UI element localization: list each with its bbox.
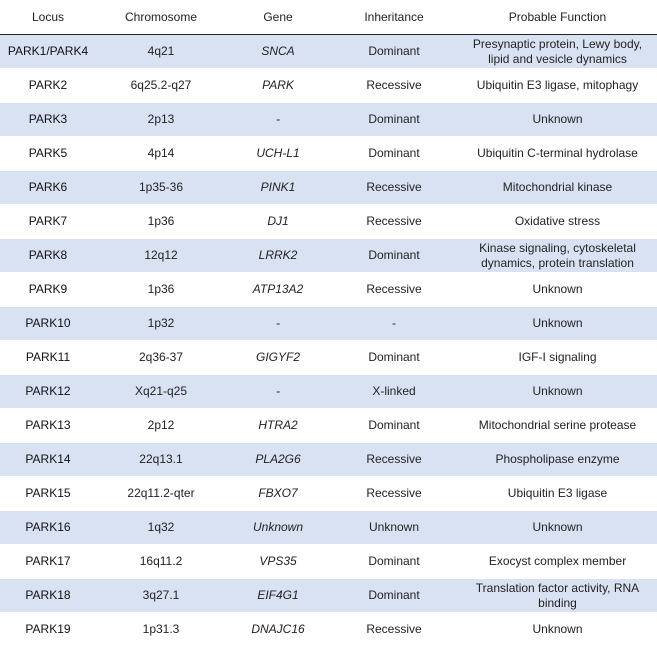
cell-function: Unknown xyxy=(458,613,657,647)
cell-inheritance: Recessive xyxy=(330,613,458,647)
cell-function: Kinase signaling, cytoskeletal dynamics, protein translation xyxy=(458,239,657,273)
cell-gene: PARK xyxy=(226,69,330,103)
cell-chromosome: 4q21 xyxy=(96,35,226,69)
cell-function: Ubiquitin E3 ligase xyxy=(458,477,657,511)
cell-inheritance: Dominant xyxy=(330,341,458,375)
cell-function: IGF-I signaling xyxy=(458,341,657,375)
table-row xyxy=(0,205,657,239)
table-row xyxy=(0,273,657,307)
table-row xyxy=(0,443,657,477)
cell-locus: PARK6 xyxy=(0,171,96,205)
cell-chromosome: 22q13.1 xyxy=(96,443,226,477)
cell-gene: ATP13A2 xyxy=(226,273,330,307)
cell-locus: PARK7 xyxy=(0,205,96,239)
cell-locus: PARK17 xyxy=(0,545,96,579)
cell-chromosome: 3q27.1 xyxy=(96,579,226,613)
cell-locus: PARK18 xyxy=(0,579,96,613)
cell-function: Ubiquitin C-terminal hydrolase xyxy=(458,137,657,171)
cell-inheritance: Recessive xyxy=(330,477,458,511)
cell-inheritance: Dominant xyxy=(330,35,458,69)
cell-locus: PARK12 xyxy=(0,375,96,409)
cell-chromosome: 2p13 xyxy=(96,103,226,137)
cell-locus: PARK9 xyxy=(0,273,96,307)
cell-inheritance: Dominant xyxy=(330,239,458,273)
cell-function: Unknown xyxy=(458,307,657,341)
cell-gene: HTRA2 xyxy=(226,409,330,443)
cell-gene: PINK1 xyxy=(226,171,330,205)
table-row xyxy=(0,171,657,205)
cell-chromosome: 2p12 xyxy=(96,409,226,443)
cell-chromosome: 12q12 xyxy=(96,239,226,273)
table-row xyxy=(0,341,657,375)
cell-gene: DJ1 xyxy=(226,205,330,239)
cell-chromosome: 1q32 xyxy=(96,511,226,545)
cell-inheritance: Dominant xyxy=(330,137,458,171)
cell-function: Exocyst complex member xyxy=(458,545,657,579)
cell-locus: PARK11 xyxy=(0,341,96,375)
table-body xyxy=(0,35,657,647)
cell-function: Oxidative stress xyxy=(458,205,657,239)
cell-function: Mitochondrial kinase xyxy=(458,171,657,205)
header-inheritance: Inheritance xyxy=(330,0,458,35)
cell-inheritance: Unknown xyxy=(330,511,458,545)
cell-gene: LRRK2 xyxy=(226,239,330,273)
cell-gene: Unknown xyxy=(226,511,330,545)
cell-function: Ubiquitin E3 ligase, mitophagy xyxy=(458,69,657,103)
cell-chromosome: 1p35-36 xyxy=(96,171,226,205)
cell-locus: PARK5 xyxy=(0,137,96,171)
cell-gene: DNAJC16 xyxy=(226,613,330,647)
cell-chromosome: 22q11.2-qter xyxy=(96,477,226,511)
cell-inheritance: Dominant xyxy=(330,103,458,137)
cell-function: Unknown xyxy=(458,273,657,307)
table-row xyxy=(0,375,657,409)
cell-gene: UCH-L1 xyxy=(226,137,330,171)
cell-locus: PARK2 xyxy=(0,69,96,103)
cell-chromosome: 4p14 xyxy=(96,137,226,171)
cell-function: Phospholipase enzyme xyxy=(458,443,657,477)
cell-locus: PARK13 xyxy=(0,409,96,443)
table-row xyxy=(0,477,657,511)
cell-gene: GIGYF2 xyxy=(226,341,330,375)
table-row xyxy=(0,511,657,545)
cell-inheritance: Recessive xyxy=(330,205,458,239)
cell-inheritance: Recessive xyxy=(330,443,458,477)
cell-inheritance: Recessive xyxy=(330,69,458,103)
cell-locus: PARK19 xyxy=(0,613,96,647)
table-row xyxy=(0,103,657,137)
header-probable-function: Probable Function xyxy=(458,0,657,35)
cell-locus: PARK15 xyxy=(0,477,96,511)
cell-locus: PARK1/PARK4 xyxy=(0,35,96,69)
cell-chromosome: 2q36-37 xyxy=(96,341,226,375)
cell-locus: PARK16 xyxy=(0,511,96,545)
table-row xyxy=(0,545,657,579)
cell-chromosome: 6q25.2-q27 xyxy=(96,69,226,103)
cell-function: Unknown xyxy=(458,511,657,545)
table-header xyxy=(0,0,657,35)
cell-inheritance: X-linked xyxy=(330,375,458,409)
cell-function: Presynaptic protein, Lewy body, lipid and vesicle dynamics xyxy=(458,35,657,69)
cell-gene: SNCA xyxy=(226,35,330,69)
header-gene: Gene xyxy=(226,0,330,35)
cell-locus: PARK3 xyxy=(0,103,96,137)
cell-locus: PARK8 xyxy=(0,239,96,273)
cell-gene: VPS35 xyxy=(226,545,330,579)
cell-gene: - xyxy=(226,375,330,409)
cell-function: Translation factor activity, RNA binding xyxy=(458,579,657,613)
cell-chromosome: Xq21-q25 xyxy=(96,375,226,409)
table-row xyxy=(0,35,657,69)
cell-inheritance: Dominant xyxy=(330,409,458,443)
table-row xyxy=(0,239,657,273)
header-row xyxy=(0,0,657,35)
cell-inheritance: Dominant xyxy=(330,545,458,579)
cell-inheritance: Recessive xyxy=(330,171,458,205)
cell-inheritance: - xyxy=(330,307,458,341)
cell-gene: - xyxy=(226,103,330,137)
cell-gene: PLA2G6 xyxy=(226,443,330,477)
cell-function: Unknown xyxy=(458,103,657,137)
header-locus: Locus xyxy=(0,0,96,35)
cell-gene: - xyxy=(226,307,330,341)
cell-chromosome: 1p36 xyxy=(96,205,226,239)
cell-chromosome: 16q11.2 xyxy=(96,545,226,579)
cell-chromosome: 1p32 xyxy=(96,307,226,341)
cell-gene: EIF4G1 xyxy=(226,579,330,613)
cell-locus: PARK10 xyxy=(0,307,96,341)
table-row xyxy=(0,69,657,103)
cell-function: Mitochondrial serine protease xyxy=(458,409,657,443)
table-row xyxy=(0,613,657,647)
table-row xyxy=(0,307,657,341)
cell-function: Unknown xyxy=(458,375,657,409)
table-row xyxy=(0,579,657,613)
cell-chromosome: 1p36 xyxy=(96,273,226,307)
cell-chromosome: 1p31.3 xyxy=(96,613,226,647)
cell-locus: PARK14 xyxy=(0,443,96,477)
cell-gene: FBXO7 xyxy=(226,477,330,511)
table-row xyxy=(0,137,657,171)
cell-inheritance: Dominant xyxy=(330,579,458,613)
header-chromosome: Chromosome xyxy=(96,0,226,35)
table-row xyxy=(0,409,657,443)
cell-inheritance: Recessive xyxy=(330,273,458,307)
